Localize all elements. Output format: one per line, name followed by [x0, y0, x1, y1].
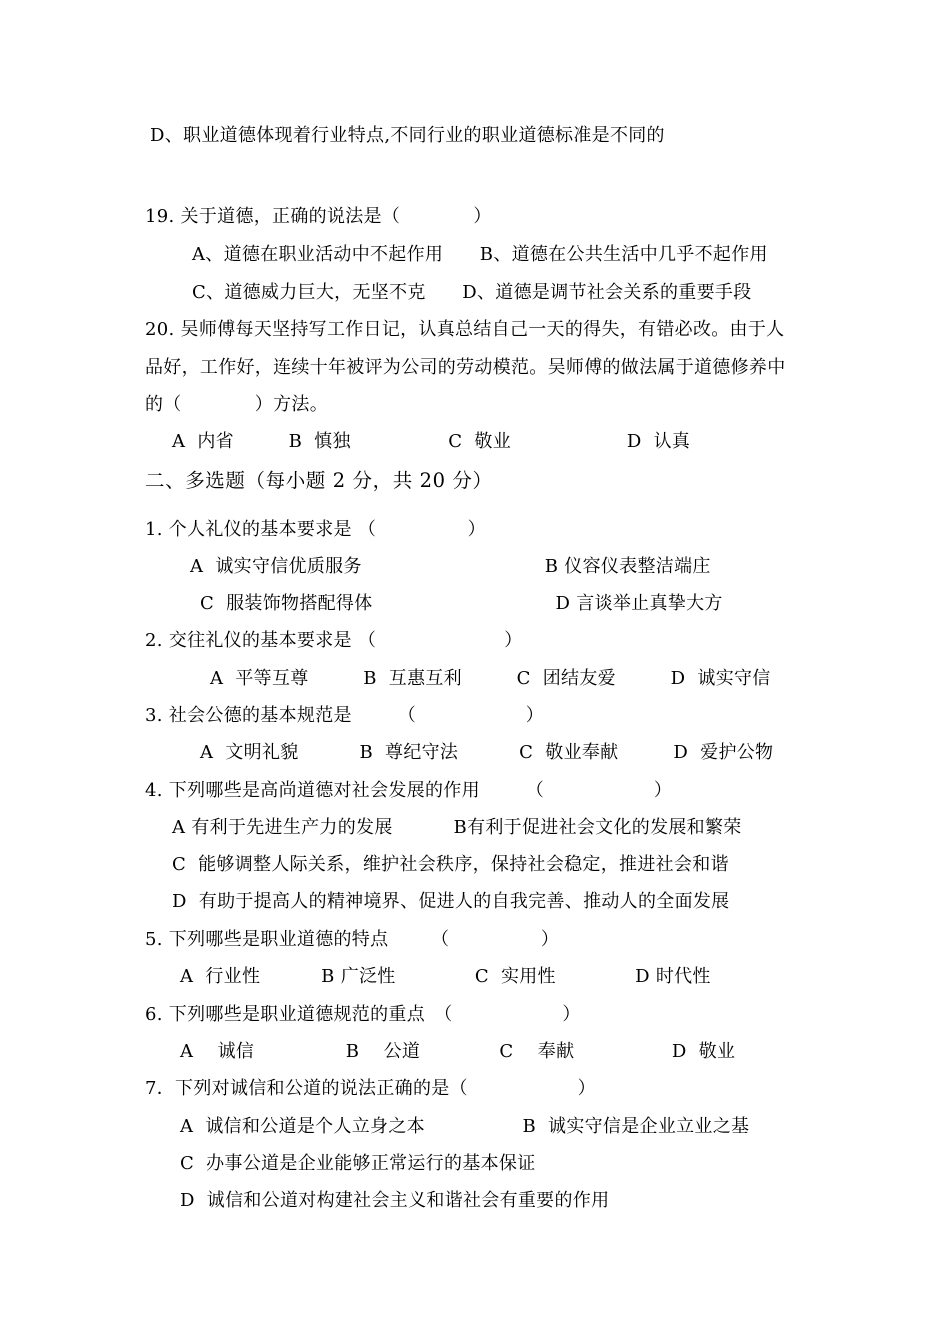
m4-option-c: C 能够调整人际关系，维护社会秩序，保持社会稳定，推进社会和谐 [172, 854, 729, 875]
m1-options-ab: A 诚实守信优质服务 B 仪容仪表整洁端庄 [190, 556, 711, 577]
m4-stem: 4. 下列哪些是高尚道德对社会发展的作用 （ ） [145, 780, 673, 801]
m7-option-c: C 办事公道是企业能够正常运行的基本保证 [180, 1153, 536, 1174]
m2-stem: 2. 交往礼仪的基本要求是 （ ） [145, 630, 523, 651]
m4-option-d: D 有助于提高人的精神境界、促进人的自我完善、推动人的全面发展 [172, 891, 730, 912]
m1-options-cd: C 服装饰物搭配得体 D 言谈举止真挚大方 [200, 593, 723, 614]
q19-options-ab: A、道德在职业活动中不起作用 B、道德在公共生活中几乎不起作用 [192, 244, 768, 265]
q20-stem-line1: 20. 吴师傅每天坚持写工作日记，认真总结自己一天的得失，有错必改。由于人 [145, 319, 785, 340]
q20-stem-line2: 品好，工作好，连续十年被评为公司的劳动模范。吴师傅的做法属于道德修养中 [145, 357, 786, 378]
m4-options-ab: A 有利于先进生产力的发展 B有利于促进社会文化的发展和繁荣 [172, 817, 742, 838]
m6-options: A 诚信 B 公道 C 奉献 D 敬业 [180, 1041, 736, 1062]
m3-stem: 3. 社会公德的基本规范是 （ ） [145, 705, 545, 726]
section-title-multiple-choice: 二、多选题（每小题 2 分，共 20 分） [145, 469, 493, 492]
m7-option-d: D 诚信和公道对构建社会主义和谐社会有重要的作用 [180, 1190, 610, 1211]
m5-options: A 行业性 B 广泛性 C 实用性 D 时代性 [180, 966, 711, 987]
m3-options: A 文明礼貌 B 尊纪守法 C 敬业奉献 D 爱护公物 [200, 742, 774, 763]
m1-stem: 1. 个人礼仪的基本要求是 （ ） [145, 519, 486, 540]
m7-stem: 7．下列对诚信和公道的说法正确的是（ ） [145, 1078, 596, 1099]
q20-options: A 内省 B 慎独 C 敬业 D 认真 [172, 431, 691, 452]
q19-options-cd: C、道德威力巨大，无坚不克 D、道德是调节社会关系的重要手段 [192, 282, 752, 303]
q18-option-d: D、职业道德体现着行业特点,不同行业的职业道德标准是不同的 [150, 125, 665, 146]
q20-stem-line3: 的（ ）方法。 [145, 394, 328, 415]
q19-stem: 19. 关于道德，正确的说法是（ ） [145, 206, 492, 227]
m2-options: A 平等互尊 B 互惠互利 C 团结友爱 D 诚实守信 [210, 668, 771, 689]
m5-stem: 5. 下列哪些是职业道德的特点 （ ） [145, 929, 560, 950]
m6-stem: 6. 下列哪些是职业道德规范的重点 （ ） [145, 1004, 581, 1025]
m7-options-ab: A 诚信和公道是个人立身之本 B 诚实守信是企业立业之基 [180, 1116, 750, 1137]
